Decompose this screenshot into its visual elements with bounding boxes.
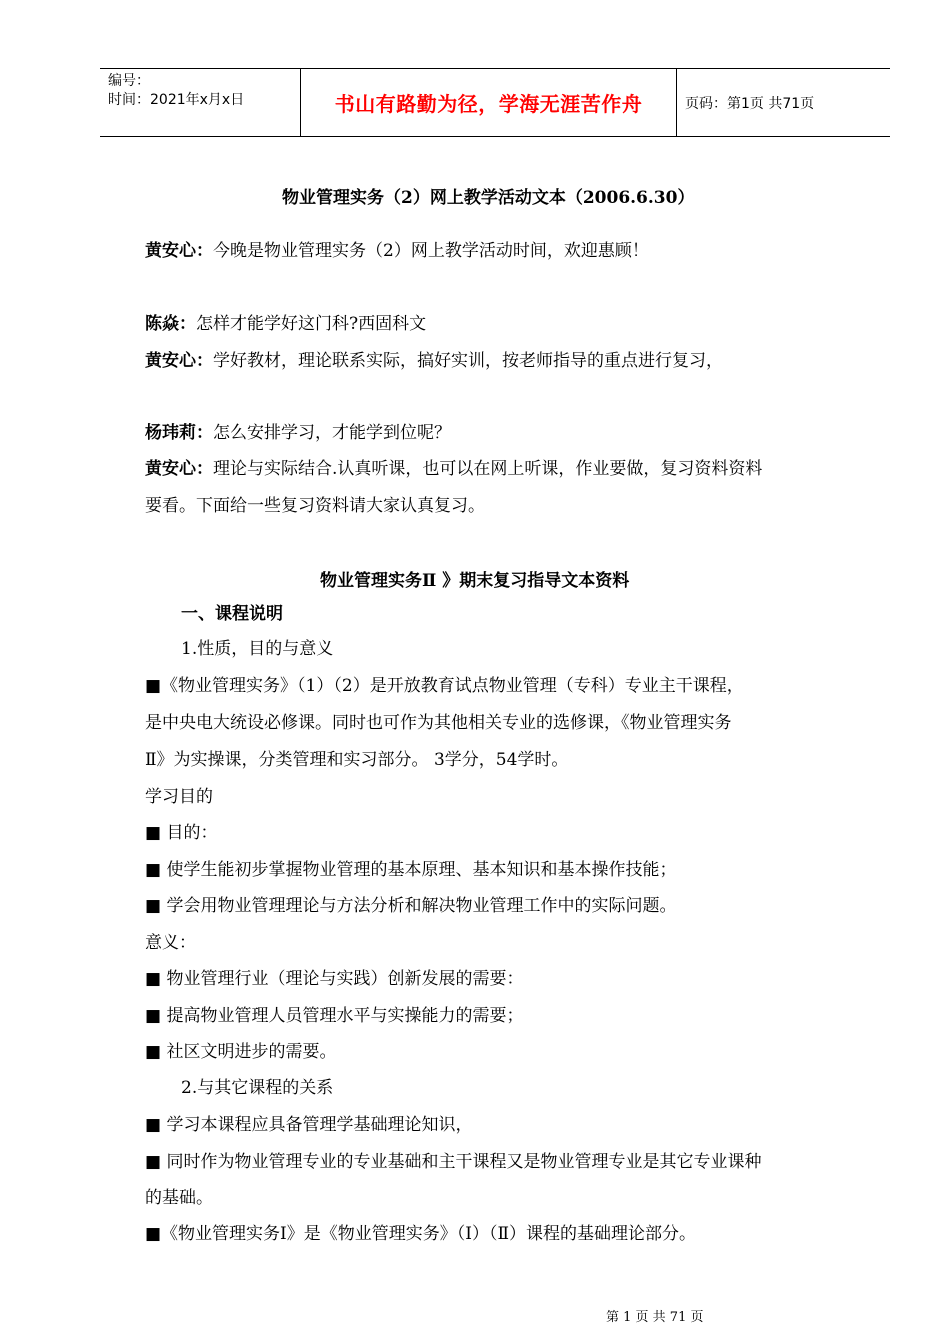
list-item: ■ 目的： [145, 823, 218, 843]
dialogue-line [145, 348, 723, 374]
list-item: ■ 学习本课程应具备管理学基础理论知识， [145, 1115, 473, 1135]
list-item: ■ 社区文明进步的需要。 [145, 1042, 337, 1062]
list-item: ■ 提高物业管理人员管理水平与实操能力的需要； [145, 1006, 524, 1026]
dialogue-line-continued: 要看。下面给一些复习资料请大家认真复习。 [145, 496, 485, 516]
page-header [100, 68, 890, 137]
dialogue-line [145, 456, 762, 482]
dialogue-line [145, 311, 426, 337]
list-item: 的基础。 [145, 1188, 213, 1208]
list-item: ■ 物业管理行业（理论与实践）创新发展的需要： [145, 969, 524, 989]
list-item: ■ 学会用物业管理理论与方法分析和解决物业管理工作中的实际问题。 [145, 896, 677, 916]
header-motto-cell [301, 69, 677, 136]
page-info: 页码：第1页 共71页 [685, 95, 815, 112]
utterance: 怎样才能学好这门科?西固科文 [196, 314, 427, 334]
speaker: 杨玮莉： [145, 423, 213, 443]
header-page-cell [677, 69, 890, 136]
section-heading: 一、课程说明 [181, 604, 283, 624]
utterance: 学好教材，理论联系实际，搞好实训，按老师指导的重点进行复习， [213, 351, 723, 371]
number-label: 编号： [108, 73, 150, 89]
page-footer: 第 1 页 共 71 页 [606, 1310, 704, 1325]
speaker: 黄安心： [145, 459, 213, 479]
dialogue-line [145, 238, 649, 264]
list-item: ■ 同时作为物业管理专业的专业基础和主干课程又是物业管理专业是其它专业课种 [145, 1152, 762, 1172]
list-item: ■ 使学生能初步掌握物业管理的基本原理、基本知识和基本操作技能； [145, 860, 677, 880]
subsection-heading: 1.性质，目的与意义 [181, 639, 334, 659]
speaker: 陈焱： [145, 314, 196, 334]
meaning-label: 意义： [145, 933, 196, 953]
motto-text: 书山有路勤为径，学海无涯苦作舟 [334, 92, 643, 116]
subsection-heading: 2.与其它课程的关系 [181, 1078, 334, 1098]
time-label: 时间：2021年x月x日 [108, 92, 245, 108]
utterance: 怎么安排学习，才能学到位呢？ [213, 423, 451, 443]
speaker: 黄安心： [145, 351, 213, 371]
document-title: 物业管理实务（2）网上教学活动文本（2006.6.30） [282, 188, 695, 208]
list-item: ■《物业管理实务Ⅰ》是《物业管理实务》（Ⅰ）（Ⅱ）课程的基础理论部分。 [145, 1224, 697, 1244]
paragraph-line: ■《物业管理实务》（1）（2）是开放教育试点物业管理（专科）专业主干课程， [145, 676, 744, 696]
header-meta-cell [100, 69, 301, 136]
utterance: 今晚是物业管理实务（2）网上教学活动时间，欢迎惠顾！ [213, 241, 649, 261]
speaker: 黄安心： [145, 241, 213, 261]
utterance: 理论与实际结合.认真听课，也可以在网上听课，作业要做，复习资料资料 [213, 459, 763, 479]
paragraph-line: Ⅱ》为实操课，分类管理和实习部分。 3学分，54学时。 [145, 750, 569, 770]
section-title: 物业管理实务Ⅱ 》期末复习指导文本资料 [320, 571, 630, 591]
dialogue-line [145, 420, 451, 446]
goal-label: 学习目的 [145, 787, 213, 807]
paragraph-line: 是中央电大统设必修课。同时也可作为其他相关专业的选修课，《物业管理实务 [145, 713, 732, 733]
